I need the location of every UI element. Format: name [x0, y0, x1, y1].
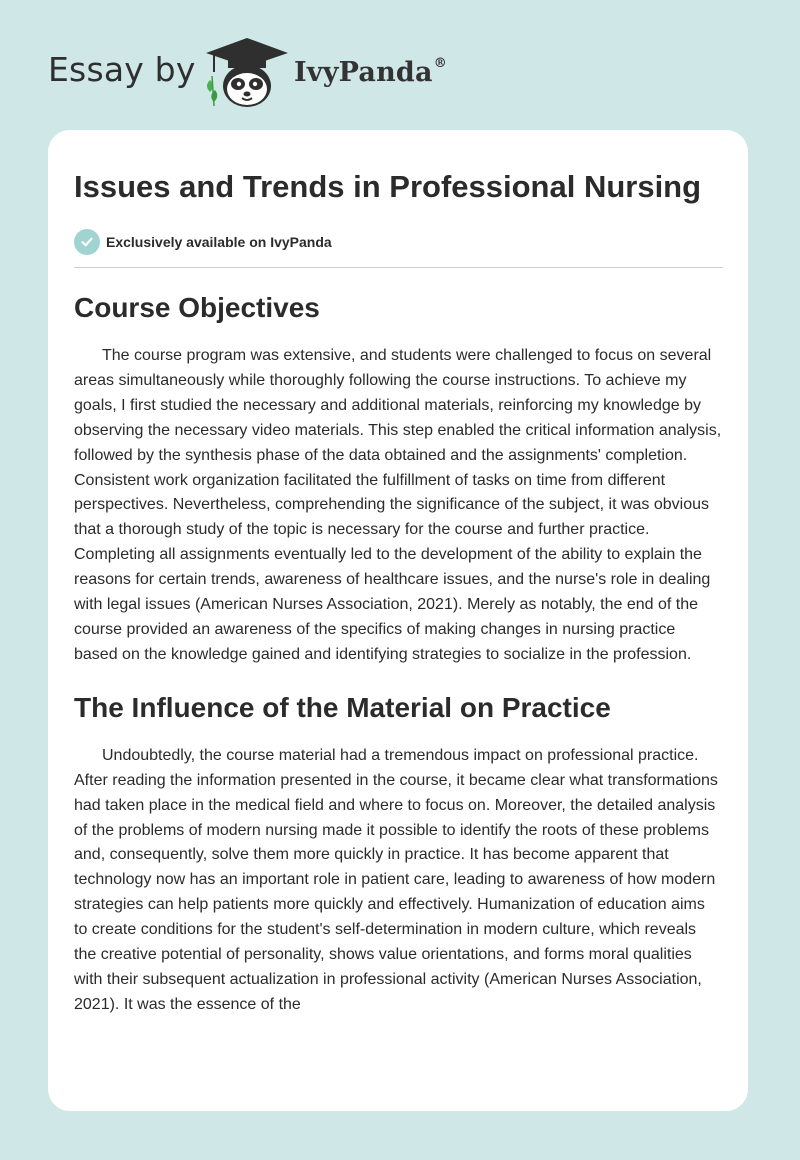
brand-name[interactable]: [294, 56, 447, 88]
title-divider: [74, 267, 723, 268]
panda-logo-icon[interactable]: [202, 36, 292, 110]
exclusive-badge: [74, 228, 722, 255]
brand-name-text: IvyPanda: [294, 57, 433, 88]
essay-card: [48, 130, 748, 1111]
section-heading-influence: The Influence of the Material on Practice: [74, 691, 611, 723]
section-paragraph-influence: Undoubtedly, the course material had a tremendous impact on professional practice. After reading the information presented in the course, it became clear what transformations had taken place in the medical field and where to focus on. Moreover, the detailed analysis of the problems of modern nursing made it possible to identify the roots of these problems and, consequently, solve them more quickly in practice. It has become apparent that technology now has an important role in patient care, leading to awareness of how modern strategies can help patients more quickly and effectively. Humanization of education aims to create conditions for the student's self-determination in modern culture, which reveals the creative potential of personality, shows value orientations, and forms moral qualities with their subsequent actualization in professional activity (American Nurses Association, 2021). It was the essence of the: [74, 746, 718, 1013]
section-paragraph-course-objectives: The course program was extensive, and students were challenged to focus on several areas simultaneously while thoroughly following the course instructions. To achieve my goals, I first studied the necessary and additional materials, reinforcing my knowledge by observing the necessary video materials. This step enabled the critical information analysis, followed by the synthesis phase of the data obtained and the assignments' completion. Consistent work organization facilitated the fulfillment of tasks on time from different perspectives. Nevertheless, comprehending the significance of the subject, it was obvious that a thorough study of the topic is necessary for the course and further practice. Completing all assignments eventually led to the development of the ability to explain the reasons for certain trends, awareness of healthcare issues, and the nurse's role in dealing with legal issues (American Nurses Association, 2021). Merely as notably, the end of the course provided an awareness of the specifics of making changes in nursing practice based on the knowledge gained and identifying strategies to socialize in the profession.: [74, 347, 722, 663]
registered-mark: ®: [433, 56, 447, 71]
exclusive-badge-label: Exclusively available on IvyPanda: [106, 233, 332, 250]
check-circle-icon: [74, 229, 100, 255]
section-heading-course-objectives: Course Objectives: [74, 292, 320, 323]
essay-title: Issues and Trends in Professional Nursing: [74, 169, 702, 204]
essay-content: [74, 130, 722, 1018]
essay-by-label: Essay by: [48, 50, 196, 89]
site-header: [0, 0, 800, 130]
